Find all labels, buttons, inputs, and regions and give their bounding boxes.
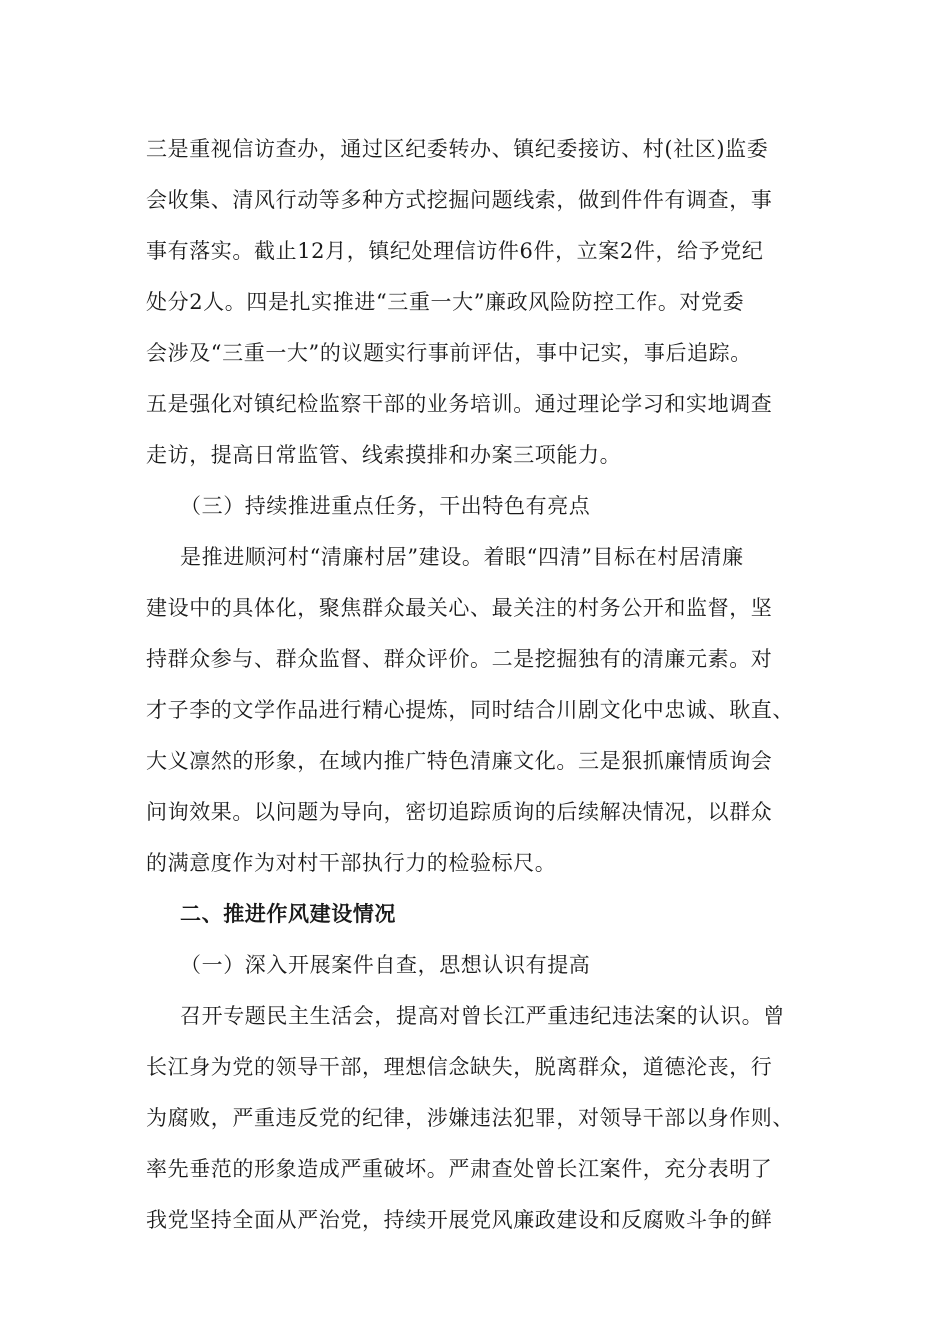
document-body	[146, 124, 806, 1246]
text-line-22: 我党坚持全面从严治党，持续开展党风廉政建设和反腐败斗争的鲜	[146, 1208, 773, 1232]
text-line-21: 率先垂范的形象造成严重破坏。严肃查处曾长江案件，充分表明了	[146, 1157, 773, 1181]
text-line-14: 问询效果。以问题为导向，密切追踪质询的后续解决情况，以群众	[146, 800, 773, 824]
text-line-11: 持群众参与、群众监督、群众评价。二是挖掘独有的清廉元素。对	[146, 647, 773, 671]
text-line-5: 会涉及“三重一大”的议题实行事前评估，事中记实，事后追踪。	[146, 341, 752, 365]
text-line-2: 会收集、清风行动等多种方式挖掘问题线索，做到件件有调查，事	[146, 188, 773, 212]
text-line-13: 大义凛然的形象，在域内推广特色清廉文化。三是狠抓廉情质询会	[146, 749, 773, 773]
text-line-20: 为腐败，严重违反党的纪律，涉嫌违法犯罪，对领导干部以身作则、	[146, 1106, 794, 1130]
text-line-3: 事有落实。截止12月，镇纪处理信访件6件，立案2件，给予党纪	[146, 239, 764, 263]
text-line-19: 长江身为党的领导干部，理想信念缺失，脱离群众，道德沦丧，行	[146, 1055, 773, 1079]
chapter-heading: 二、推进作风建设情况	[180, 902, 396, 926]
text-line-10: 建设中的具体化，聚焦群众最关心、最关注的村务公开和监督，坚	[146, 596, 773, 620]
text-line-12: 才子李的文学作品进行精心提炼，同时结合川剧文化中忠诚、耿直、	[146, 698, 794, 722]
text-line-18: 召开专题民主生活会，提高对曾长江严重违纪违法案的认识。曾	[180, 1004, 785, 1028]
text-line-6: 五是强化对镇纪检监察干部的业务培训。通过理论学习和实地调查	[146, 392, 773, 416]
text-line-9: 是推进顺河村“清廉村居”建设。着眼“四清”目标在村居清廉	[180, 545, 744, 569]
text-line-7: 走访，提高日常监管、线索摸排和办案三项能力。	[146, 443, 622, 467]
section-heading-1: （一）深入开展案件自查，思想认识有提高	[180, 953, 591, 977]
section-heading-3: （三）持续推进重点任务，干出特色有亮点	[180, 494, 591, 518]
text-line-15: 的满意度作为对村干部执行力的检验标尺。	[146, 851, 557, 875]
text-line-1: 三是重视信访查办，通过区纪委转办、镇纪委接访、村(社区)监委	[146, 137, 769, 161]
text-line-4: 处分2人。四是扎实推进“三重一大”廉政风险防控工作。对党委	[146, 290, 745, 314]
